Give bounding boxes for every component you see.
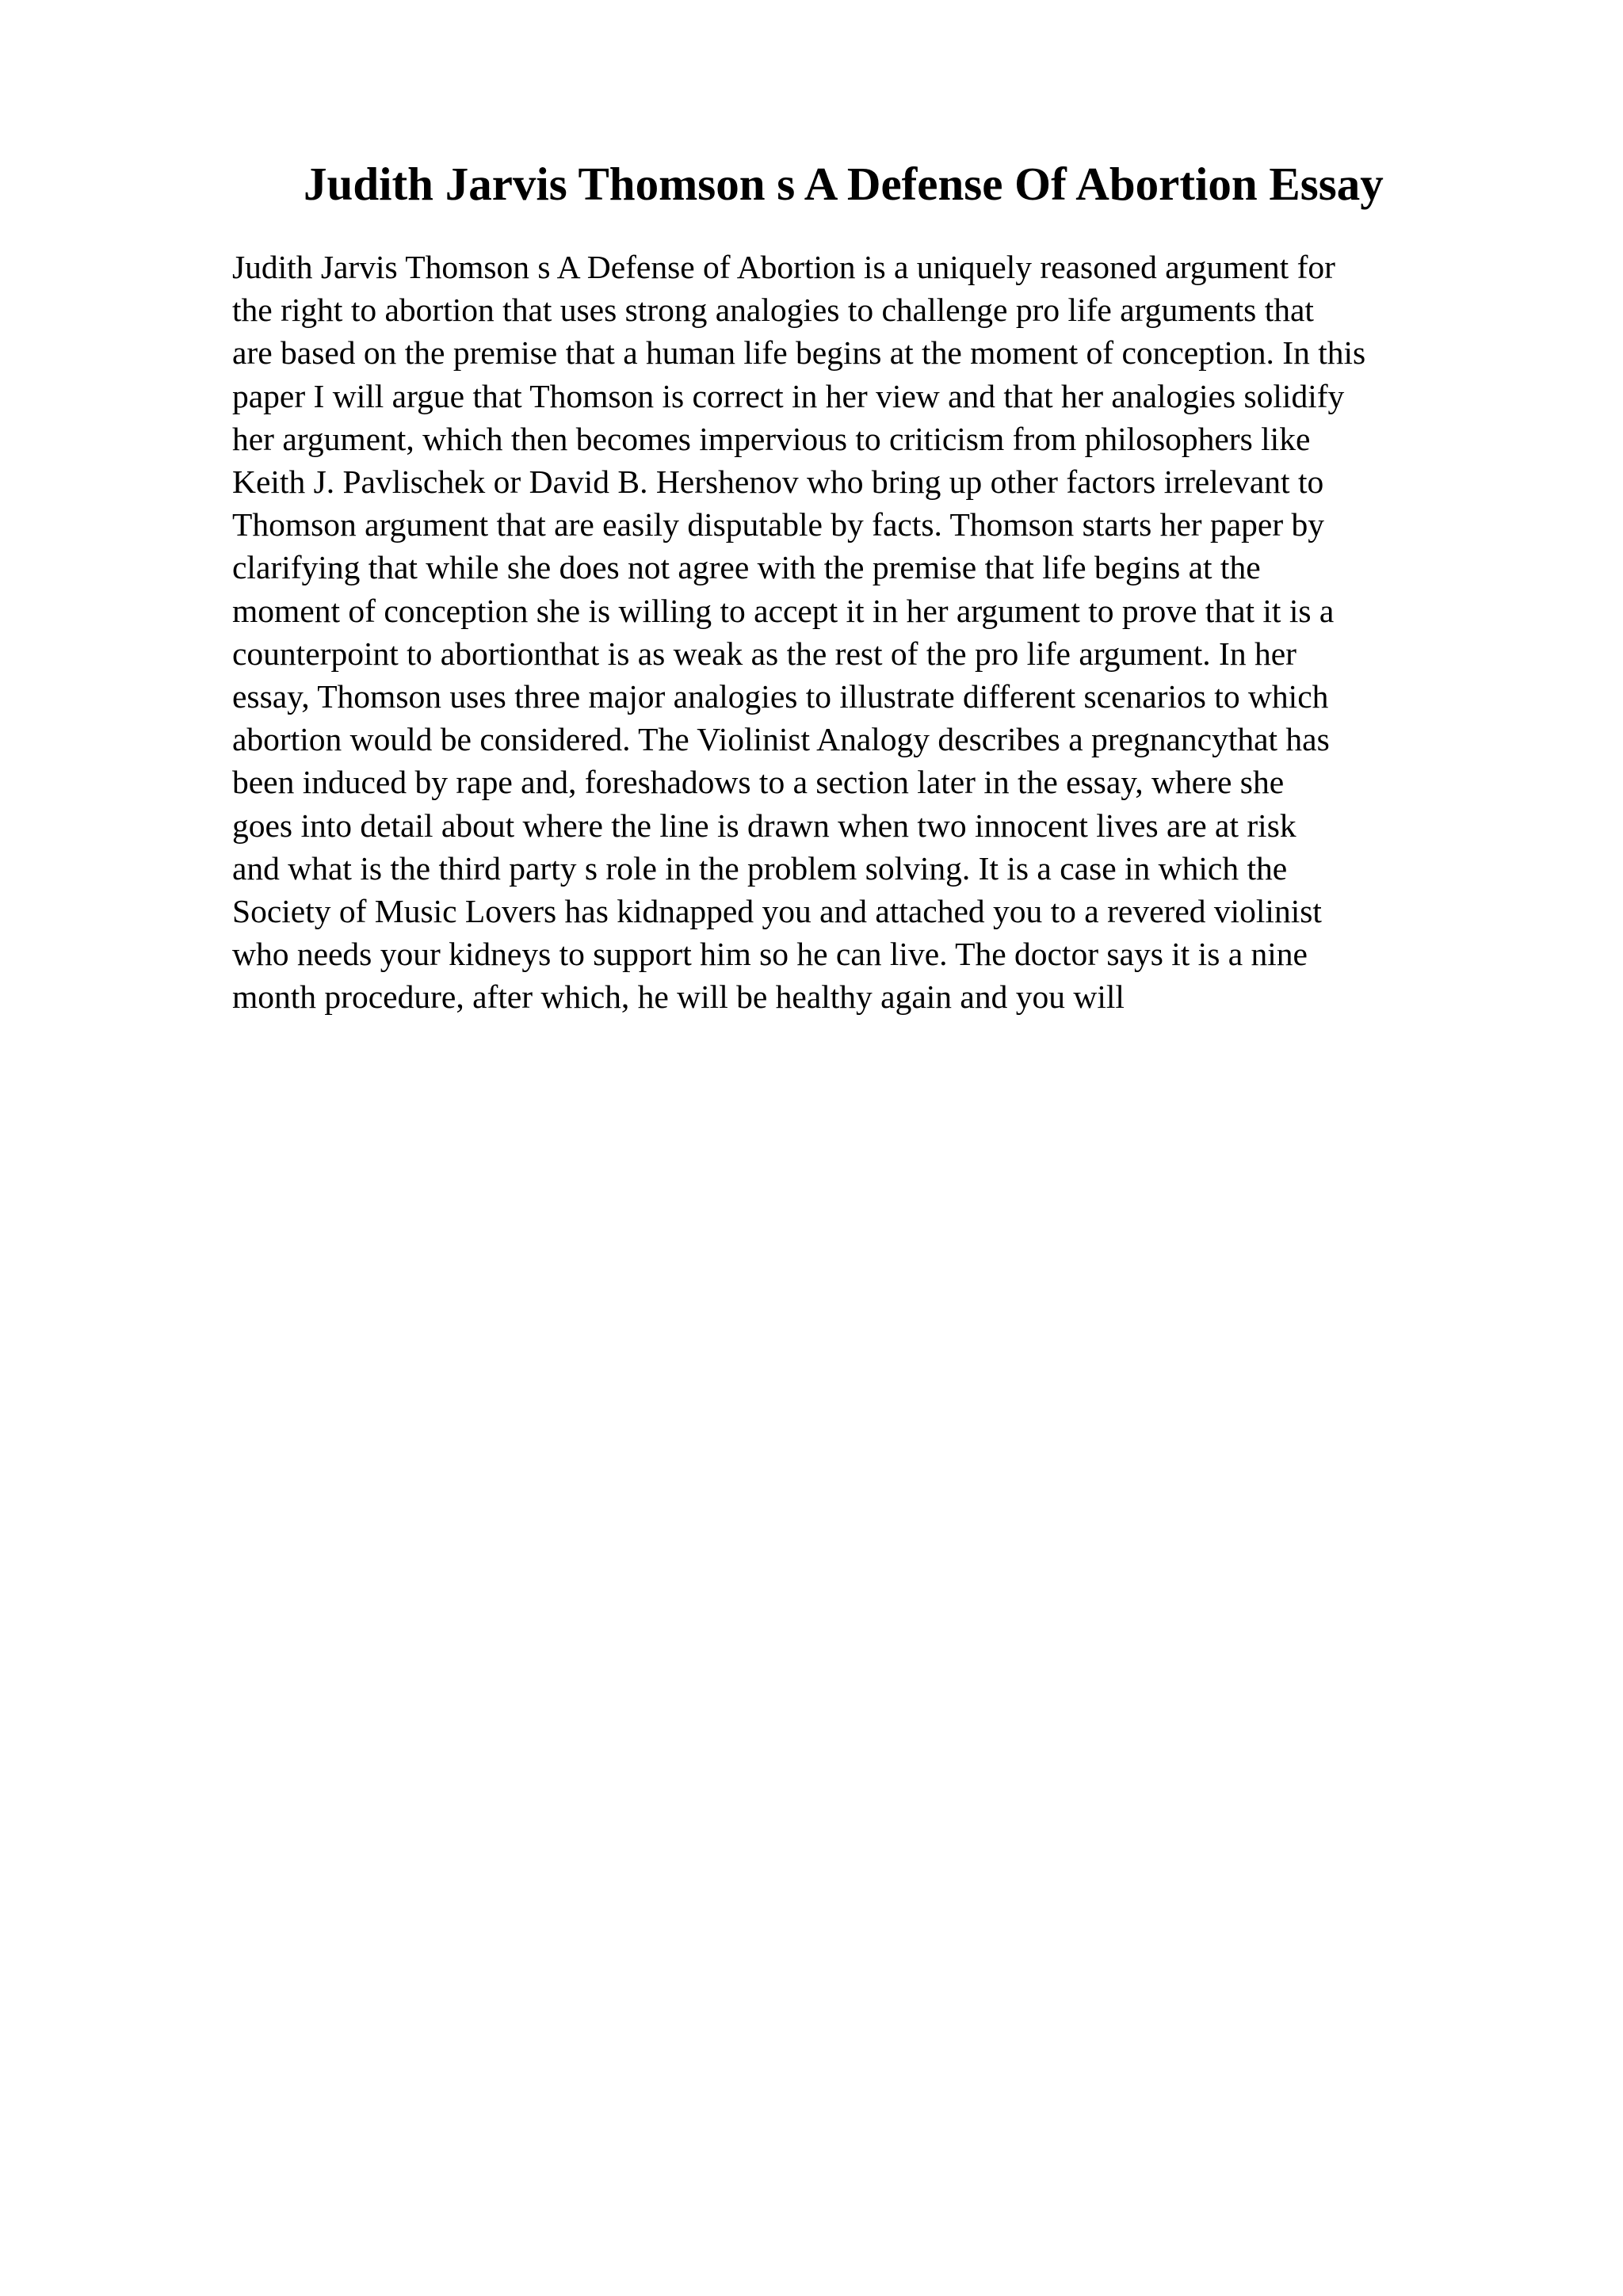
body-line: counterpoint to abortionthat is as weak as the rest of the pro life argument. In her — [232, 635, 1296, 672]
body-line: abortion would be considered. The Violinist Analogy describes a pregnancythat has — [232, 721, 1330, 758]
body-line: month procedure, after which, he will be healthy again and you will — [232, 978, 1125, 1016]
body-line: Keith J. Pavlischek or David B. Hershenov who bring up other factors irrelevant to — [232, 463, 1324, 501]
body-line: Thomson argument that are easily disputable by facts. Thomson starts her paper by — [232, 506, 1325, 543]
body-line: and what is the third party s role in the problem solving. It is a case in which the — [232, 849, 1288, 887]
body-line: been induced by rape and, foreshadows to a section later in the essay, where she — [232, 764, 1285, 801]
body-line: her argument, which then becomes impervious to criticism from philosophers like — [232, 420, 1311, 457]
body-line: are based on the premise that a human life begins at the moment of conception. In this — [232, 334, 1366, 372]
body-line: goes into detail about where the line is drawn when two innocent lives are at risk — [232, 807, 1296, 844]
body-line: the right to abortion that uses strong analogies to challenge pro life arguments that — [232, 292, 1314, 329]
essay-title: Judith Jarvis Thomson s A Defense Of Abortion Essay — [304, 158, 1384, 210]
body-line: Judith Jarvis Thomson s A Defense of Abortion is a uniquely reasoned argument for — [232, 249, 1335, 285]
body-line: who needs your kidneys to support him so he can live. The doctor says it is a nine — [232, 936, 1308, 973]
body-line: paper I will argue that Thomson is correct in her view and that her analogies solidify — [232, 377, 1345, 414]
body-line: moment of conception she is willing to accept it in her argument to prove that it is a — [232, 592, 1335, 629]
body-line: essay, Thomson uses three major analogies to illustrate different scenarios to which — [232, 678, 1329, 715]
body-line: Society of Music Lovers has kidnapped you and attached you to a revered violinist — [232, 893, 1322, 930]
body-line: clarifying that while she does not agree with the premise that life begins at the — [232, 549, 1261, 586]
essay-body — [232, 246, 1365, 1019]
